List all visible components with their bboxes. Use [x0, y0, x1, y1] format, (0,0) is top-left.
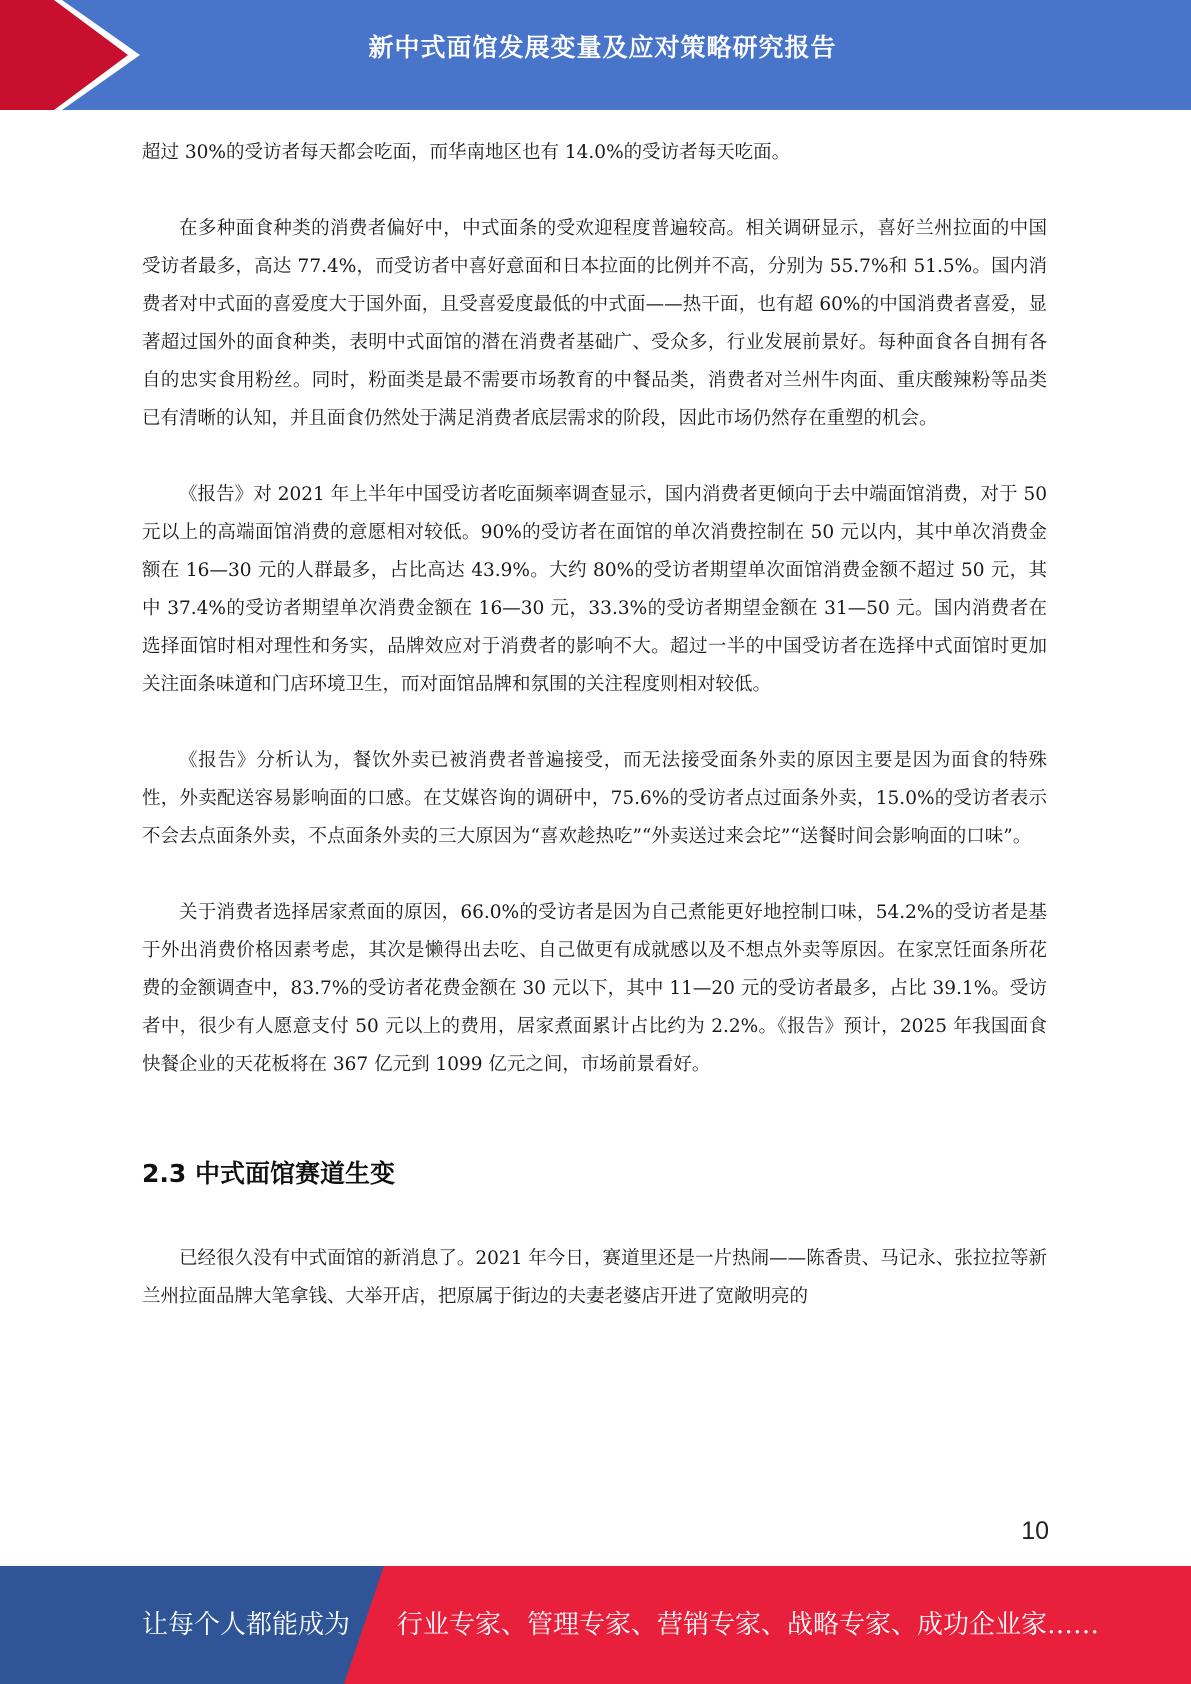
document-body: [142, 134, 1047, 1354]
page-number: 10: [1021, 1517, 1049, 1545]
body-paragraph: 关于消费者选择居家煮面的原因，66.0%的受访者是因为自己煮能更好地控制口味，54.2%的受访者是基于外出消费价格因素考虑，其次是懒得出去吃、自己做更有成就感以及不想点外卖等原因。在家烹饪面条所花费的金额调查中，83.7%的受访者花费金额在 30 元以下，其中 11—20 元的受访者最多，占比 39.1%。受访者中，很少有人愿意支付 50 元以上的费用，居家煮面累计占比约为 2.2%。《报告》预计，2025 年我国面食快餐企业的天花板将在 367 亿元到 1099 亿元之间，市场前景看好。: [142, 902, 1047, 1075]
page-footer: [0, 1566, 1191, 1684]
body-paragraph: 已经很久没有中式面馆的新消息了。2021 年今日，赛道里还是一片热闹——陈香贵、马记永、张拉拉等新兰州拉面品牌大笔拿钱、大举开店，把原属于街边的夫妻老婆店开进了宽敞明亮的: [142, 1248, 1047, 1307]
body-paragraph: 《报告》分析认为，餐饮外卖已被消费者普遍接受，而无法接受面条外卖的原因主要是因为面食的特殊性，外卖配送容易影响面的口感。在艾媒咨询的调研中，75.6%的受访者点过面条外卖，15.0%的受访者表示不会去点面条外卖，不点面条外卖的三大原因为“喜欢趁热吃”“外卖送过来会坨”“送餐时间会影响面的口味”。: [142, 750, 1047, 847]
header-title: 新中式面馆发展变量及应对策略研究报告: [368, 33, 837, 62]
footer-slogan-left: 让每个人都能成为: [142, 1610, 351, 1640]
footer-slogan-right: 行业专家、管理专家、营销专家、战略专家、成功企业家……: [397, 1610, 1100, 1640]
body-paragraph: 超过 30%的受访者每天都会吃面，而华南地区也有 14.0%的受访者每天吃面。: [142, 142, 791, 163]
body-paragraph: 《报告》对 2021 年上半年中国受访者吃面频率调查显示，国内消费者更倾向于去中端面馆消费，对于 50 元以上的高端面馆消费的意愿相对较低。90%的受访者在面馆的单次消费控制在 50 元以内，其中单次消费金额在 16—30 元的人群最多，占比高达 43.9%。大约 80%的受访者期望单次面馆消费金额不超过 50 元，其中 37.4%的受访者期望单次消费金额在 16—30 元，33.3%的受访者期望金额在 31—50 元。国内消费者在选择面馆时相对理性和务实，品牌效应对于消费者的影响不大。超过一半的中国受访者在选择中式面馆时更加关注面条味道和门店环境卫生，而对面馆品牌和氛围的关注程度则相对较低。: [142, 484, 1047, 695]
page-header: [0, 0, 1191, 110]
body-paragraph: 在多种面食种类的消费者偏好中，中式面条的受欢迎程度普遍较高。相关调研显示，喜好兰州拉面的中国受访者最多，高达 77.4%，而受访者中喜好意面和日本拉面的比例并不高，分别为 55.7%和 51.5%。国内消费者对中式面的喜爱度大于国外面，且受喜爱度最低的中式面——热干面，也有超 60%的中国消费者喜爱，显著超过国外的面食种类，表明中式面馆的潜在消费者基础广、受众多，行业发展前景好。每种面食各自拥有各自的忠实食用粉丝。同时，粉面类是最不需要市场教育的中餐品类，消费者对兰州牛肉面、重庆酸辣粉等品类已有清晰的认知，并且面食仍然处于满足消费者底层需求的阶段，因此市场仍然存在重塑的机会。: [142, 218, 1047, 429]
section-heading: 2.3 中式面馆赛道生变: [142, 1159, 395, 1188]
